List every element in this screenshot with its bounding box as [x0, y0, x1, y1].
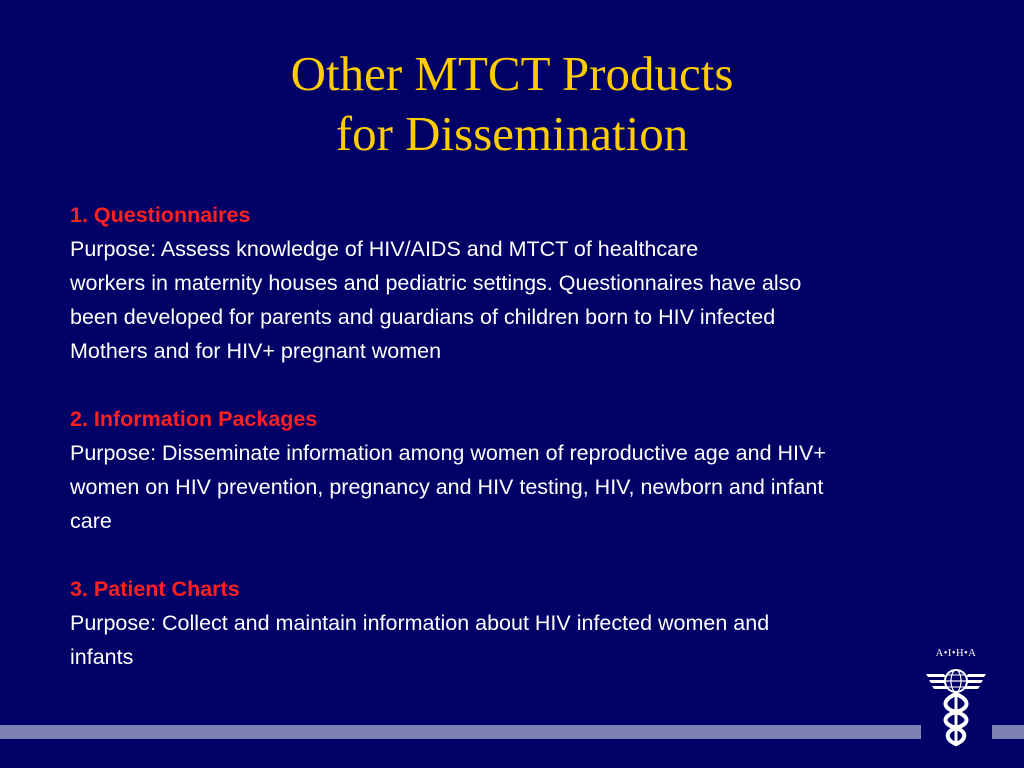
section-patient-charts: [70, 572, 1000, 674]
caduceus-globe-icon: [922, 662, 990, 748]
slide-title-line-2: for Dissemination: [335, 106, 689, 161]
slide-content: [70, 198, 1000, 674]
section-questionnaires: [70, 198, 1000, 368]
body-line: infants: [70, 645, 134, 669]
body-line: workers in maternity houses and pediatric settings. Questionnaires have also: [70, 271, 802, 295]
section-heading: 1. Questionnaires: [70, 203, 251, 227]
body-line: Purpose: Assess knowledge of HIV/AIDS and MTCT of healthcare: [70, 237, 699, 261]
footer-bar-right: [992, 725, 1024, 739]
section-information-packages: [70, 402, 1000, 538]
aiha-logo: [922, 648, 990, 748]
body-line: Purpose: Disseminate information among women of reproductive age and HIV+: [70, 441, 826, 465]
section-spacer: [70, 538, 1000, 572]
body-line: Mothers and for HIV+ pregnant women: [70, 339, 442, 363]
footer-bar-left: [0, 725, 921, 739]
section-spacer: [70, 368, 1000, 402]
body-line: care: [70, 509, 112, 533]
slide-title-line-1: Other MTCT Products: [290, 46, 734, 101]
logo-text: A•I•H•A: [935, 648, 977, 659]
slide-title: [0, 44, 1024, 164]
body-line: Purpose: Collect and maintain information about HIV infected women and: [70, 611, 770, 635]
section-heading: 3. Patient Charts: [70, 577, 240, 601]
section-heading: 2. Information Packages: [70, 407, 318, 431]
body-line: been developed for parents and guardians of children born to HIV infected: [70, 305, 776, 329]
body-line: women on HIV prevention, pregnancy and HIV testing, HIV, newborn and infant: [70, 475, 824, 499]
